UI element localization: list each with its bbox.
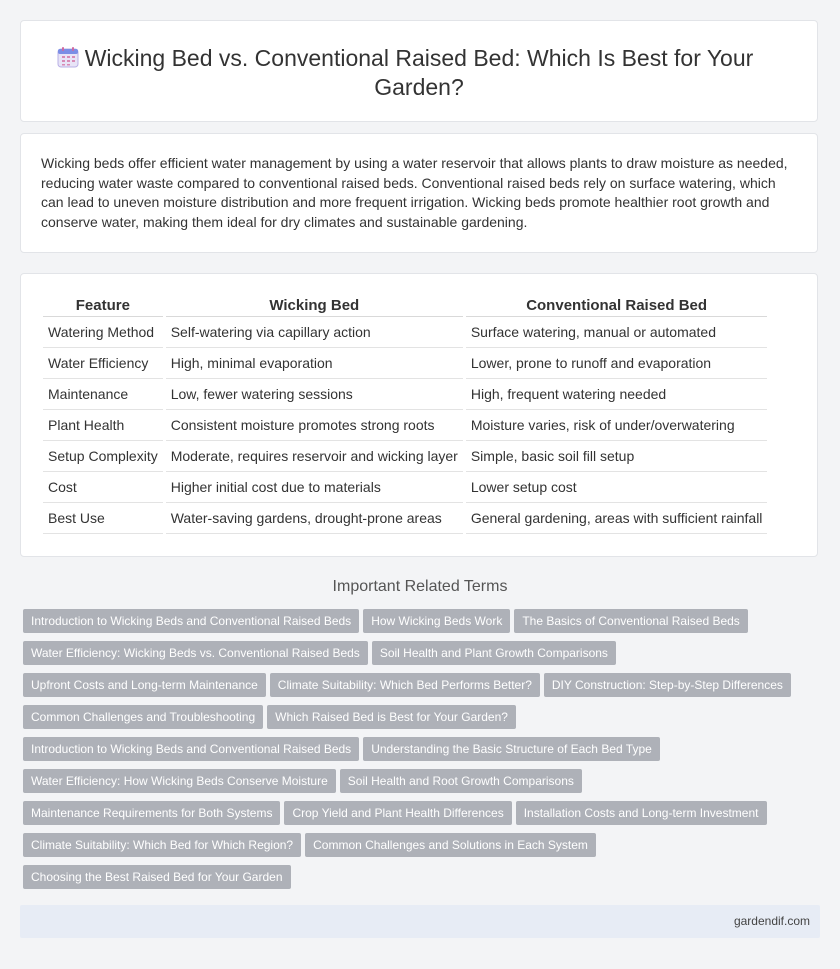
table-header-row [43,294,767,317]
table-cell: Moisture varies, risk of under/overwatering [464,410,767,441]
related-term-tag[interactable]: Soil Health and Root Growth Comparisons [340,769,582,793]
table-cell: High, frequent watering needed [464,379,767,410]
related-term-tag[interactable]: Understanding the Basic Structure of Each Bed Type [363,737,660,761]
table-row [43,379,767,410]
header-card [20,20,818,122]
table-cell: Moderate, requires reservoir and wicking layer [164,441,464,472]
table-cell: Lower, prone to runoff and evaporation [464,348,767,379]
table-cell: Setup Complexity [43,441,164,472]
related-term-tag[interactable]: Installation Costs and Long-term Investment [516,801,767,825]
related-term-tag[interactable]: Water Efficiency: Wicking Beds vs. Conventional Raised Beds [23,641,368,665]
table-cell: Best Use [43,503,164,534]
comparison-table [43,294,767,534]
column-header: Feature [43,294,164,317]
table-cell: Surface watering, manual or automated [464,317,767,348]
related-term-tag[interactable]: Introduction to Wicking Beds and Conventional Raised Beds [23,609,359,633]
page-title: Wicking Bed vs. Conventional Raised Bed: Which Is Best for Your Garden? [84,45,754,100]
table-row [43,503,767,534]
table-cell: Watering Method [43,317,164,348]
table-cell: Consistent moisture promotes strong roots [164,410,464,441]
related-term-tag[interactable]: The Basics of Conventional Raised Beds [514,609,747,633]
table-cell: Lower setup cost [464,472,767,503]
related-term-tag[interactable]: Water Efficiency: How Wicking Beds Conserve Moisture [23,769,336,793]
related-term-tag[interactable]: Common Challenges and Solutions in Each System [305,833,596,857]
related-term-tag[interactable]: Choosing the Best Raised Bed for Your Garden [23,865,291,889]
table-cell: Self-watering via capillary action [164,317,464,348]
related-term-tag[interactable]: Crop Yield and Plant Health Differences [284,801,511,825]
intro-card [20,133,818,253]
table-row [43,472,767,503]
table-row [43,348,767,379]
table-cell: Low, fewer watering sessions [164,379,464,410]
related-term-tag[interactable]: Soil Health and Plant Growth Comparisons [372,641,616,665]
footer-site-link[interactable]: gardendif.com [733,914,810,928]
related-term-tag[interactable]: Introduction to Wicking Beds and Conventional Raised Beds [23,737,359,761]
related-term-tag[interactable]: Common Challenges and Troubleshooting [23,705,263,729]
related-term-tag[interactable]: How Wicking Beds Work [363,609,510,633]
related-term-tag[interactable]: Maintenance Requirements for Both Systems [23,801,280,825]
table-cell: Water-saving gardens, drought-prone areas [164,503,464,534]
table-cell: Maintenance [43,379,164,410]
table-cell: High, minimal evaporation [164,348,464,379]
related-term-tag[interactable]: Which Raised Bed is Best for Your Garden? [267,705,516,729]
table-cell: Simple, basic soil fill setup [464,441,767,472]
related-terms-heading: Important Related Terms [332,578,508,595]
comparison-card [20,273,818,557]
table-cell: Plant Health [43,410,164,441]
table-cell: Higher initial cost due to materials [164,472,464,503]
intro-paragraph: Wicking beds offer efficient water management by using a water reservoir that allows plants to draw moisture as needed, reducing water waste compared to conventional raised beds. Conventional raised beds rely on surface watering, which can lead to uneven moisture distribution and more frequent irrigation. Wicking beds promote healthier root growth and conserve water, making them ideal for dry climates and sustainable gardening. [41,155,788,230]
footer [20,905,820,938]
table-cell: General gardening, areas with sufficient rainfall [464,503,767,534]
related-term-tag[interactable]: DIY Construction: Step-by-Step Differences [544,673,791,697]
table-row [43,441,767,472]
related-term-tag[interactable]: Climate Suitability: Which Bed Performs Better? [270,673,540,697]
table-row [43,410,767,441]
column-header: Conventional Raised Bed [464,294,767,317]
related-terms-list [23,609,823,897]
column-header: Wicking Bed [164,294,464,317]
table-cell: Cost [43,472,164,503]
related-term-tag[interactable]: Upfront Costs and Long-term Maintenance [23,673,266,697]
table-row [43,317,767,348]
table-cell: Water Efficiency [43,348,164,379]
related-term-tag[interactable]: Climate Suitability: Which Bed for Which Region? [23,833,301,857]
